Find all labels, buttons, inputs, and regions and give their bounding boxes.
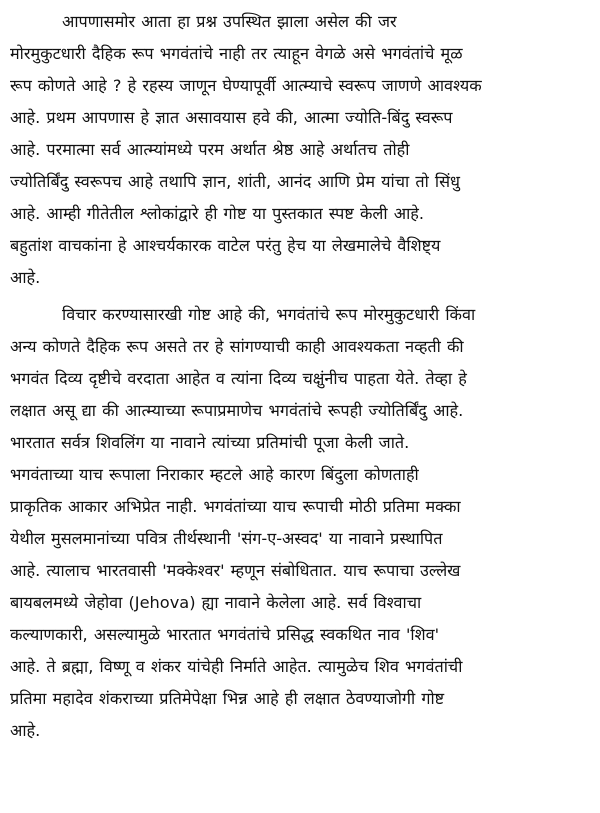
text-line: लक्षात असू द्या की आत्म्याच्या रूपाप्रमाणेच भगवंतांचे रूपही ज्योतिर्बिंदु आहे. — [10, 401, 464, 420]
text-line: रूप कोणते आहे ? हे रहस्य जाणून घेण्यापूर्वी आत्म्याचे स्वरूप जाणणे आवश्यक — [10, 76, 482, 95]
text-line: प्राकृतिक आकार अभिप्रेत नाही. भगवंतांच्या याच रूपाची मोठी प्रतिमा मक्का — [10, 497, 461, 516]
text-line: आहे. त्यालाच भारतवासी 'मक्केश्वर' म्हणून संबोधितात. याच रूपाचा उल्लेख — [10, 561, 461, 580]
paragraph-2 — [10, 299, 592, 747]
text-line: आहे. आम्ही गीतेतील श्लोकांद्वारे ही गोष्ट या पुस्तकात स्पष्ट केली आहे. — [10, 204, 424, 223]
text-line: आहे. — [10, 268, 41, 287]
text-line: भगवंत दिव्य दृष्टीचे वरदाता आहेत व त्यांना दिव्य चक्षुंनीच पाहता येते. तेव्हा हे — [10, 369, 467, 388]
text-line: आहे. परमात्मा सर्व आत्म्यांमध्ये परम अर्थात श्रेष्ठ आहे अर्थातच तोही — [10, 140, 410, 159]
paragraph-1 — [10, 6, 592, 294]
text-line: ज्योतिर्बिंदु स्वरूपच आहे तथापि ज्ञान, शांती, आनंद आणि प्रेम यांचा तो सिंधु — [10, 172, 461, 191]
text-line: मोरमुकुटधारी दैहिक रूप भगवंतांचे नाही तर त्याहून वेगळे असे भगवंतांचे मूळ — [10, 44, 463, 63]
text-line: आहे. प्रथम आपणास हे ज्ञात असावयास हवे की, आत्मा ज्योति-बिंदु स्वरूप — [10, 108, 453, 127]
text-line: प्रतिमा महादेव शंकराच्या प्रतिमेपेक्षा भिन्न आहे ही लक्षात ठेवण्याजोगी गोष्ट — [10, 689, 445, 708]
text-line: अन्य कोणते दैहिक रूप असते तर हे सांगण्याची काही आवश्यकता नव्हती की — [10, 337, 464, 356]
text-line: येथील मुसलमानांच्या पवित्र तीर्थस्थानी 'संग-ए-अस्वद' या नावाने प्रस्थापित — [10, 529, 443, 548]
text-line: बहुतांश वाचकांना हे आश्चर्यकारक वाटेल परंतु हेच या लेखमालेचे वैशिष्ट्य — [10, 236, 441, 255]
text-line: भारतात सर्वत्र शिवलिंग या नावाने त्यांच्या प्रतिमांची पूजा केली जाते. — [10, 433, 410, 452]
text-line: विचार करण्यासारखी गोष्ट आहे की, भगवंतांचे रूप मोरमुकुटधारी किंवा — [62, 305, 476, 324]
text-line: आपणासमोर आता हा प्रश्न उपस्थित झाला असेल की जर — [62, 12, 397, 31]
text-line: आहे. ते ब्रह्मा, विष्णू व शंकर यांचेही निर्माते आहेत. त्यामुळेच शिव भगवंतांची — [10, 657, 463, 676]
text-line: भगवंताच्या याच रूपाला निराकार म्हटले आहे कारण बिंदुला कोणताही — [10, 465, 419, 484]
text-line: आहे. — [10, 721, 41, 740]
text-line: कल्याणकारी, असल्यामुळे भारतात भगवंतांचे प्रसिद्ध स्वकथित नाव 'शिव' — [10, 625, 440, 644]
text-line: बायबलमध्ये जेहोवा (Jehova) ह्या नावाने केलेला आहे. सर्व विश्वाचा — [10, 593, 422, 612]
